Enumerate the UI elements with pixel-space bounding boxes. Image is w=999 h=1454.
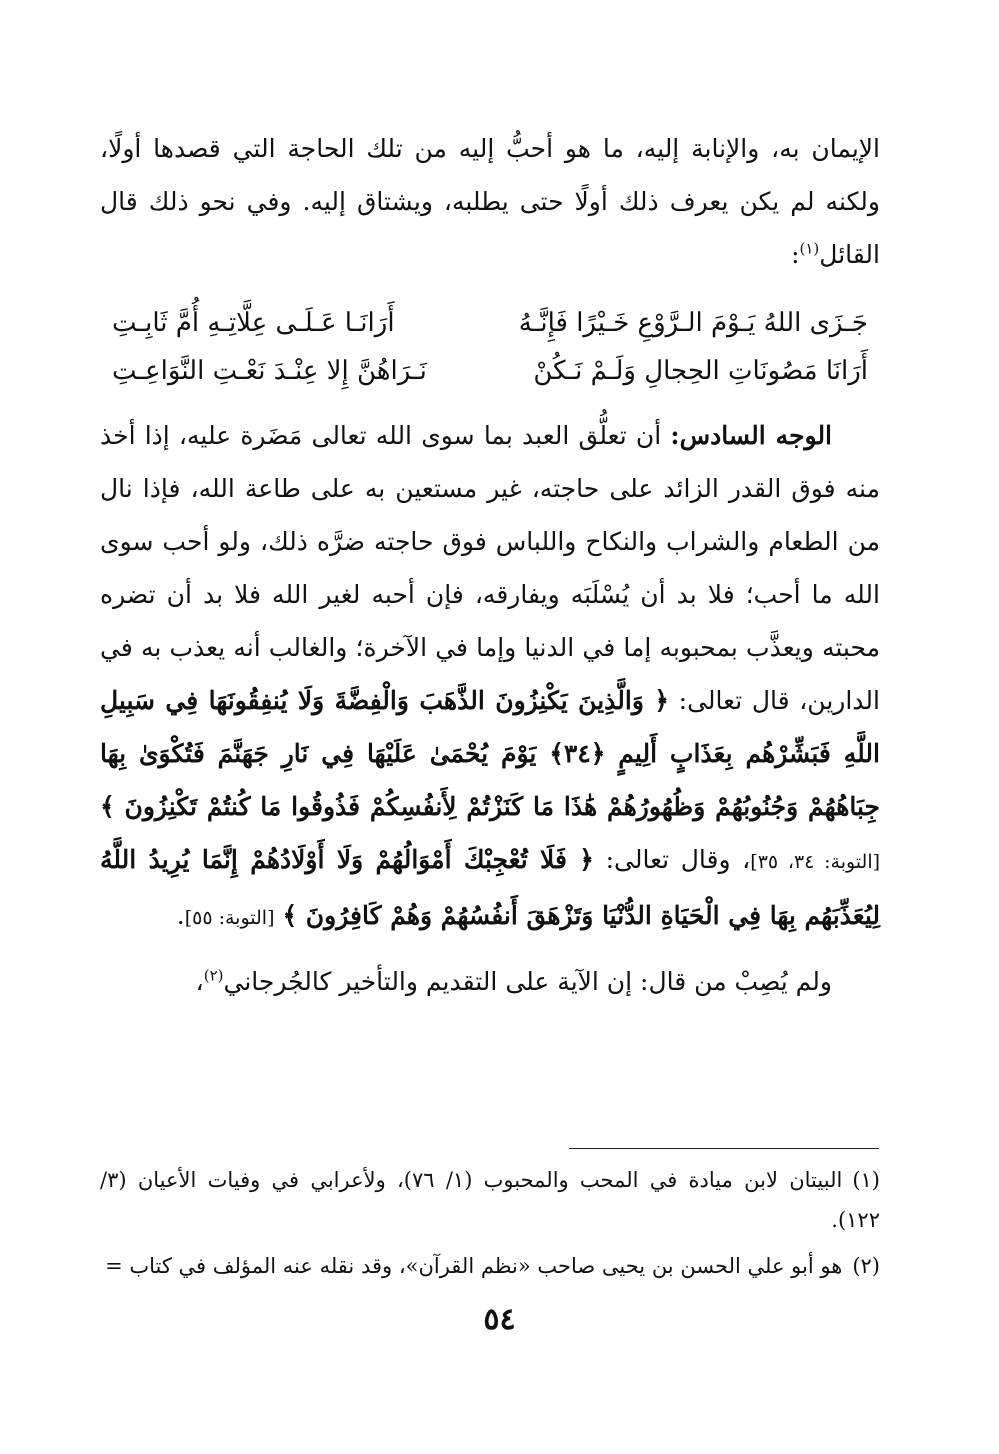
poem-verse-1 [100,299,880,347]
footnotes [100,1160,880,1292]
paragraph-2-connector: ، وقال تعالى: [605,845,751,874]
verse-2-first-hemistich: أَرَانَا مَصُونَاتِ الحِجالِ وَلَـمْ نَـكُنْ [533,356,868,386]
footnote-separator [569,1148,879,1149]
footnote-2-number: (٢) [852,1254,880,1278]
footnote-1-text: البيتان لابن ميادة في المحب والمحبوب (١/ ٧٦)، ولأعرابي في وفيات الأعيان (٣/ ١٢٢). [100,1168,880,1232]
section-heading: الوجه السادس: [670,421,833,450]
footnote-1 [100,1160,880,1240]
verse-1-first-hemistich: جَـزَى اللهُ يَـوْمَ الـرَّوْعِ خَـيْرًا فَإِنَّـهُ [518,308,868,338]
paragraph-1 [100,122,880,281]
paragraph-3-end: ، [195,967,204,996]
paragraph-3 [100,955,880,1008]
footnote-1-number: (١) [852,1168,880,1192]
paragraph-1-text: الإيمان به، والإنابة إليه، ما هو أحبُّ إليه من تلك الحاجة التي قصدها أولًا، ولكنه لم يكن يعرف ذلك أولًا حتى يطلبه، ويشتاق إليه. وفي نحو ذلك قال القائل [100,134,880,269]
poem [100,299,880,395]
footnote-2 [100,1246,880,1286]
verse-1-second-hemistich: أَرَانَـا عَـلَـى عِلَّاتِـهِ أُمَّ ثَابِـتِ [112,308,395,338]
paragraph-3-text: ولم يُصِبْ من قال: إن الآية على التقديم والتأخير كالجُرجاني [223,967,832,996]
paragraph-2-text: أن تعلُّق العبد بما سوى الله تعالى مَضَرة عليه، إذا أخذ منه فوق القدر الزائد على حاجته، غير مستعين به على طاعة الله، فإذا نال من الطعام والشراب والنكاح واللباس فوق حاجته ضرَّه ذلك، ولو أحب سوى الله ما أحب؛ فلا بد أن يُسْلَبَه ويفارقه، فإن أحبه لغير الله فلا بد أن تضره محبته ويعذَّب بمحبوبه إما في الدنيا وإما في الآخرة؛ والغالب أنه يعذب به في الدارين، قال تعالى: [100,421,880,715]
page-body [100,122,880,1008]
quran-verse-2: ﴿ فَلَا تُعْجِبْكَ أَمْوَالُهُمْ وَلَا أَوْلَادُهُمْ إِنَّمَا يُرِيدُ اللَّهُ لِيُعَذِّبَهُم بِهَا فِي الْحَيَاةِ الدُّنْيَا وَتَزْهَقَ أَنفُسُهُمْ وَهُمْ كَافِرُونَ ﴾ [100,845,880,930]
footnote-mark-2[interactable]: (٢) [203,966,224,985]
page-number: ٥٤ [483,1302,516,1337]
verse-2-second-hemistich: نَـرَاهُنَّ إِلا عِنْـدَ نَعْـتِ النَّوَاعِـتِ [112,356,427,386]
paragraph-2 [100,409,880,945]
quran-reference-1: [التوبة: ٣٤، ٣٥] [750,851,881,873]
quran-verse-1: ﴿ وَالَّذِينَ يَكْنِزُونَ الذَّهَبَ وَالْفِضَّةَ وَلَا يُنفِقُونَهَا فِي سَبِيلِ اللَّهِ فَبَشِّرْهُم بِعَذَابٍ أَلِيمٍ ﴿٣٤﴾ يَوْمَ يُحْمَىٰ عَلَيْهَا فِي نَارِ جَهَنَّمَ فَتُكْوَىٰ بِهَا جِبَاهُهُمْ وَجُنُوبُهُمْ وَظُهُورُهُمْ هَٰذَا مَا كَنَزْتُمْ لِأَنفُسِكُمْ فَذُوقُوا مَا كُنتُمْ تَكْنِزُونَ ﴾ [100,686,880,821]
paragraph-1-end: : [791,240,800,269]
footnote-mark-1[interactable]: (١) [799,239,820,258]
quran-reference-2: [التوبة: ٥٥] [184,907,275,929]
poem-verse-2 [100,347,880,395]
paragraph-2-end: . [176,901,185,930]
footnote-2-text: هو أبو علي الحسن بن يحيى صاحب «نظم القرآن»، وقد نقله عنه المؤلف في كتاب = [105,1254,843,1278]
